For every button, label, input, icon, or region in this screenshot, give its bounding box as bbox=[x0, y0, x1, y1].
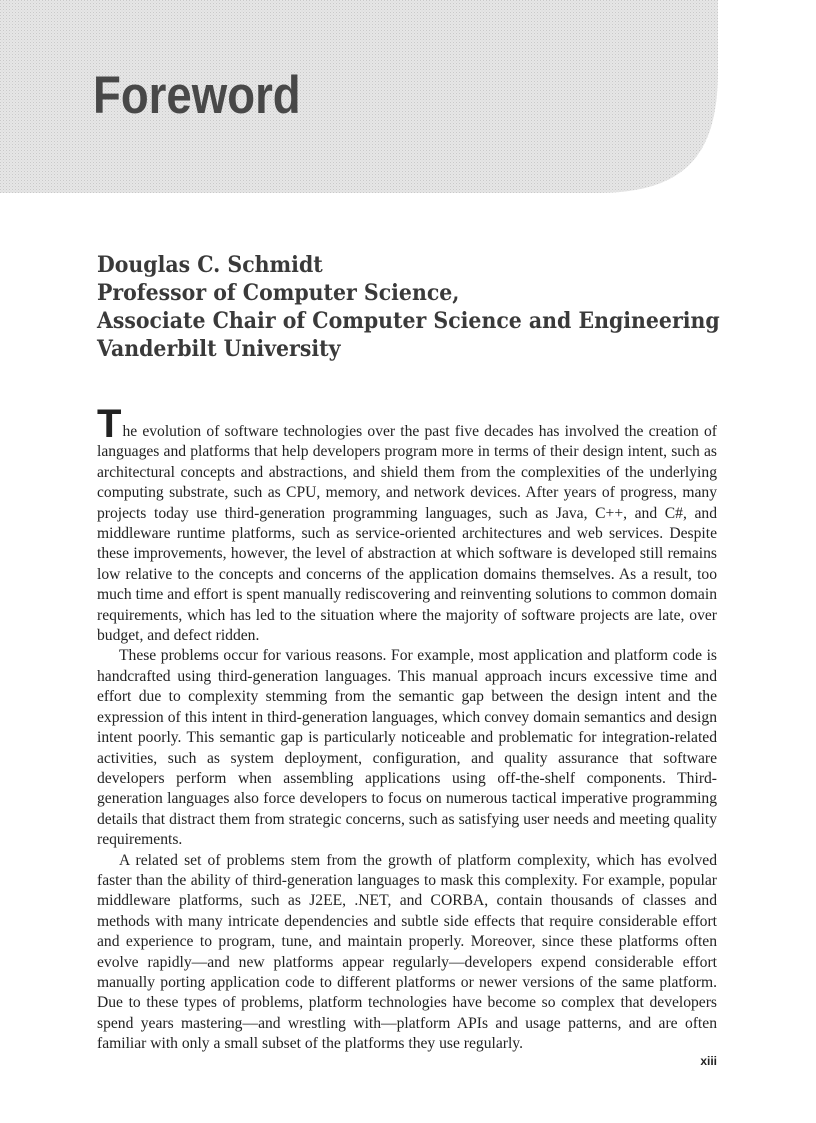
author-title-line-2: Associate Chair of Computer Science and Engineering bbox=[97, 308, 720, 334]
paragraph-3: A related set of problems stem from the growth of platform complexity, which has evolved faster than the ability of third-generation languages to mask this complexity. For example, popular middleware platforms, such as J2EE, .NET, and CORBA, contain thousands of classes and methods with many intricate dependencies and subtle side effects that require considerable effort and experience to program, tune, and maintain properly. Moreover, since these platforms often evolve rapidly—and new platforms appear regularly—developers expend considerable effort manually porting application code to different platforms or newer versions of the same platform. Due to these types of problems, platform technologies have become so complex that developers spend years mastering—and wrestling with—platform APIs and usage patterns, and are often familiar with only a small subset of the platforms they use regularly. bbox=[97, 851, 717, 1053]
author-title-line-1: Professor of Computer Science, bbox=[97, 280, 460, 306]
paragraph-1 bbox=[97, 402, 717, 646]
paragraph-1-text: he evolution of software technologies over the past five decades has involved the creation of languages and platforms that help developers program more in terms of their design intent, such as architectural concepts and abstractions, and shield them from the complexities of the underlying computing substrate, such as CPU, memory, and network devices. After years of progress, many projects today use third-generation programming languages, such as Java, C++, and C#, and middleware runtime platforms, such as service-oriented architectures and web services. Despite these improvements, however, the level of abstraction at which software is developed still remains low relative to the concepts and concerns of the application domains themselves. As a result, too much time and effort is spent manually rediscovering and reinventing solutions to common domain requirements, which has led to the situation where the majority of software projects are late, over budget, and defect ridden. bbox=[97, 423, 717, 645]
paragraph-2: These problems occur for various reasons. For example, most application and platform code is handcrafted using third-generation languages. This manual approach incurs excessive time and effort due to complexity stemming from the semantic gap between the design intent and the expression of this intent in third-generation languages, which convey domain semantics and design intent poorly. This semantic gap is particularly noticeable and problematic for integration-related activities, such as system deployment, configuration, and quality assurance that software developers perform when assembling applications using off-the-shelf components. Third-generation languages also force developers to focus on numerous tactical imperative programming details that distract them from strategic concerns, such as satisfying user needs and meeting quality requirements. bbox=[97, 647, 717, 849]
chapter-title: Foreword bbox=[93, 66, 301, 125]
foreword-body bbox=[97, 402, 717, 1055]
author-block bbox=[97, 251, 767, 363]
author-name: Douglas C. Schmidt bbox=[97, 252, 323, 278]
drop-cap: T bbox=[97, 402, 122, 446]
page-number: xiii bbox=[700, 1054, 717, 1068]
author-affiliation: Vanderbilt University bbox=[97, 336, 341, 362]
